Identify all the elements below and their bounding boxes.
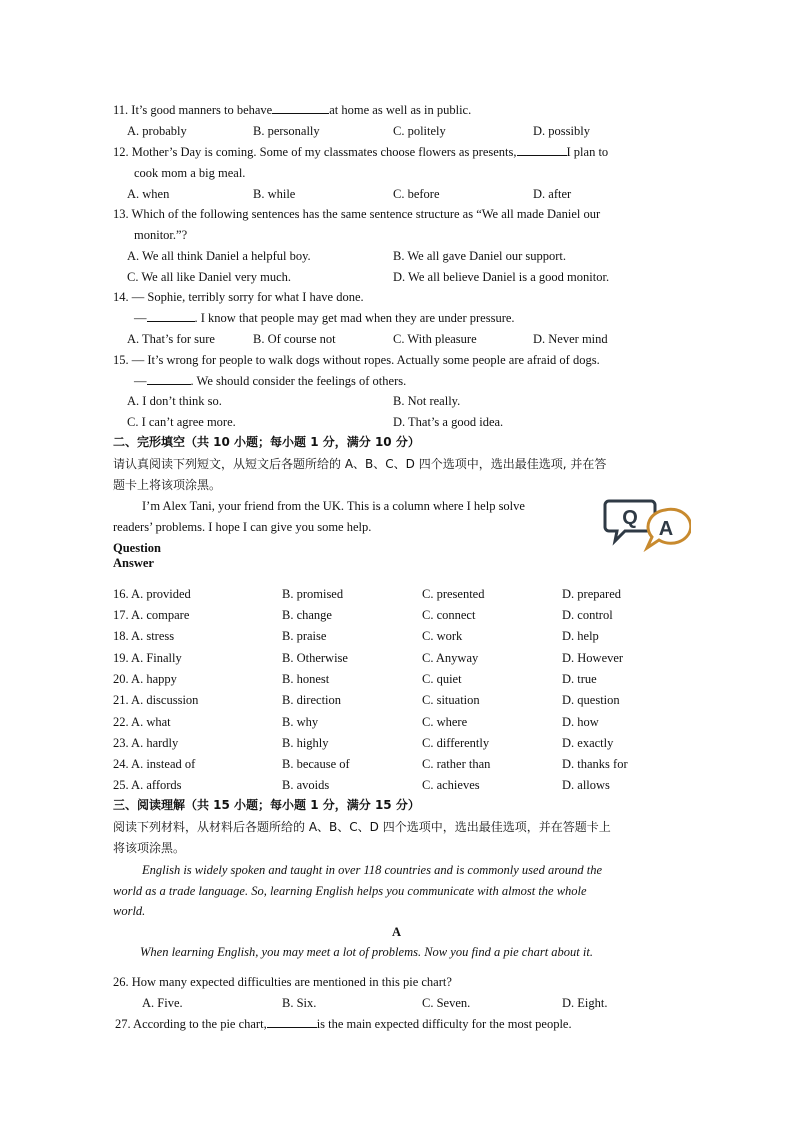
option-a: A. probably: [127, 124, 187, 138]
section-3-heading: 三、阅读理解（共 15 小题；每小题 1 分，满分 15 分）: [113, 798, 420, 812]
cloze-20-a: 20. A. happy: [113, 672, 177, 686]
answer-blank: [267, 1016, 317, 1028]
cloze-25-b: B. avoids: [282, 778, 330, 792]
question-12-stem-cont: cook mom a big meal.: [134, 166, 246, 180]
cloze-21-b: B. direction: [282, 693, 342, 707]
answer-label: Answer: [113, 556, 154, 570]
q-letter: Q: [622, 507, 638, 529]
option-a: A. Five.: [142, 996, 183, 1010]
cloze-17-a: 17. A. compare: [113, 608, 190, 622]
cloze-24-c: C. rather than: [422, 757, 491, 771]
cloze-20-c: C. quiet: [422, 672, 462, 686]
cloze-19-a: 19. A. Finally: [113, 651, 182, 665]
part-a-intro: When learning English, you may meet a lot of problems. Now you find a pie chart about it.: [140, 945, 593, 959]
option-a: A. I don’t think so.: [127, 394, 222, 408]
option-b: B. Of course not: [253, 332, 336, 346]
cloze-24-d: D. thanks for: [562, 757, 628, 771]
a-letter: A: [658, 518, 674, 540]
question-13-stem: 13. Which of the following sentences has the same sentence structure as “We all made Daniel our: [113, 207, 601, 221]
option-a: A. That’s for sure: [127, 332, 215, 346]
answer-blank: [272, 102, 329, 114]
cloze-16-c: C. presented: [422, 587, 485, 601]
cloze-25-d: D. allows: [562, 778, 610, 792]
option-b: B. personally: [253, 124, 320, 138]
cloze-22-c: C. where: [422, 715, 468, 729]
cloze-17-c: C. connect: [422, 608, 476, 622]
cloze-21-a: 21. A. discussion: [113, 693, 199, 707]
option-d: D. Eight.: [562, 996, 608, 1010]
question-14-stem: 14. — Sophie, terribly sorry for what I have done.: [113, 290, 364, 304]
cloze-25-a: 25. A. affords: [113, 778, 182, 792]
intro-paragraph: I’m Alex Tani, your friend from the UK. This is a column where I help solve: [142, 499, 525, 513]
option-c: C. With pleasure: [393, 332, 477, 346]
question-15-reply: — . We should consider the feelings of others.: [134, 374, 407, 388]
q-bubble: [605, 501, 655, 541]
question-12-stem: 12. Mother’s Day is coming. Some of my classmates choose flowers as presents, I plan to: [113, 145, 609, 159]
option-b: B. while: [253, 187, 296, 201]
cloze-19-b: B. Otherwise: [282, 651, 348, 665]
cloze-20-d: D. true: [562, 672, 597, 686]
section-2-instruction-cont: 题卡上将该项涂黑。: [113, 478, 222, 492]
cloze-23-a: 23. A. hardly: [113, 736, 179, 750]
option-c: C. Seven.: [422, 996, 471, 1010]
option-c: C. before: [393, 187, 440, 201]
answer-blank: [147, 310, 195, 322]
cloze-23-c: C. differently: [422, 736, 490, 750]
answer-blank: [517, 144, 567, 156]
cloze-18-a: 18. A. stress: [113, 629, 175, 643]
question-label: Question: [113, 541, 161, 555]
intro-paragraph-cont: readers’ problems. I hope I can give you some help.: [113, 520, 372, 534]
question-26-stem: 26. How many expected difficulties are mentioned in this pie chart?: [113, 975, 452, 989]
option-b: B. Six.: [282, 996, 317, 1010]
option-d: D. possibly: [533, 124, 590, 138]
cloze-22-a: 22. A. what: [113, 715, 171, 729]
cloze-23-d: D. exactly: [562, 736, 614, 750]
qa-speech-bubbles-icon: [603, 497, 691, 553]
option-c: C. We all like Daniel very much.: [127, 270, 291, 284]
cloze-24-b: B. because of: [282, 757, 350, 771]
cloze-19-c: C. Anyway: [422, 651, 479, 665]
cloze-21-d: D. question: [562, 693, 620, 707]
option-d: D. We all believe Daniel is a good monitor.: [393, 270, 610, 284]
option-d: D. That’s a good idea.: [393, 415, 504, 429]
section-3-instruction: 阅读下列材料，从材料后各题所给的 A、B、C、D 四个选项中，选出最佳选项，并在答题卡上: [113, 820, 611, 834]
cloze-20-b: B. honest: [282, 672, 330, 686]
section-3-instruction-cont: 将该项涂黑。: [113, 841, 186, 855]
cloze-18-d: D. help: [562, 629, 599, 643]
option-a: A. when: [127, 187, 170, 201]
option-b: B. Not really.: [393, 394, 461, 408]
cloze-16-a: 16. A. provided: [113, 587, 191, 601]
option-a: A. We all think Daniel a helpful boy.: [127, 249, 311, 263]
option-c: C. politely: [393, 124, 446, 138]
option-b: B. We all gave Daniel our support.: [393, 249, 567, 263]
question-14-reply: — . I know that people may get mad when they are under pressure.: [134, 311, 515, 325]
question-11-stem: 11. It’s good manners to behave at home as well as in public.: [113, 103, 472, 117]
question-13-stem-cont: monitor.”?: [134, 228, 188, 242]
cloze-19-d: D. However: [562, 651, 624, 665]
reading-paragraph-line2: world as a trade language. So, learning English helps you communicate with almost the whole: [113, 884, 587, 898]
option-d: D. after: [533, 187, 572, 201]
question-27-stem: 27. According to the pie chart, is the main expected difficulty for the most people.: [115, 1017, 572, 1031]
cloze-21-c: C. situation: [422, 693, 480, 707]
cloze-22-b: B. why: [282, 715, 319, 729]
section-2-heading: 二、完形填空（共 10 小题；每小题 1 分，满分 10 分）: [113, 435, 420, 449]
section-2-instruction: 请认真阅读下列短文，从短文后各题所给的 A、B、C、D 四个选项中，选出最佳选项, 并在答: [113, 457, 607, 471]
question-15-stem: 15. — It’s wrong for people to walk dogs without ropes. Actually some people are afraid of dogs.: [113, 353, 600, 367]
cloze-23-b: B. highly: [282, 736, 329, 750]
cloze-18-c: C. work: [422, 629, 463, 643]
cloze-18-b: B. praise: [282, 629, 327, 643]
cloze-16-d: D. prepared: [562, 587, 621, 601]
answer-blank: [147, 373, 191, 385]
cloze-22-d: D. how: [562, 715, 599, 729]
option-c: C. I can’t agree more.: [127, 415, 236, 429]
cloze-17-b: B. change: [282, 608, 332, 622]
cloze-16-b: B. promised: [282, 587, 344, 601]
cloze-25-c: C. achieves: [422, 778, 480, 792]
reading-paragraph-line3: world.: [113, 904, 146, 918]
option-d: D. Never mind: [533, 332, 608, 346]
reading-paragraph: English is widely spoken and taught in over 118 countries and is commonly used around the: [142, 863, 603, 877]
part-a-label: A: [392, 925, 402, 939]
cloze-24-a: 24. A. instead of: [113, 757, 196, 771]
a-bubble: [647, 509, 691, 548]
cloze-17-d: D. control: [562, 608, 613, 622]
